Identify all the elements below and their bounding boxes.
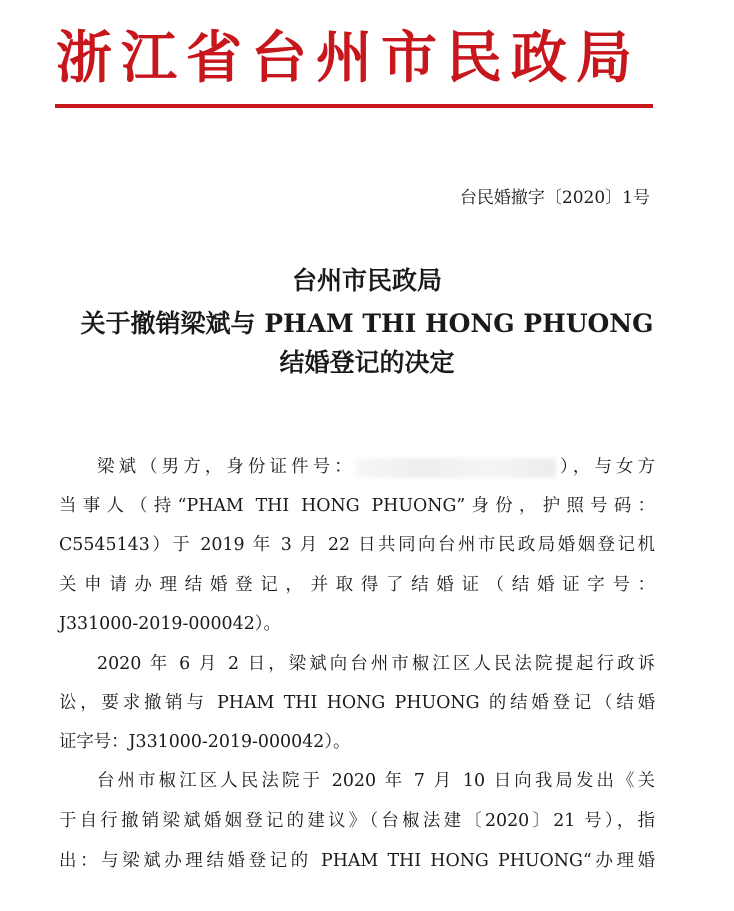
document-title-line-3: 结婚登记的决定	[279, 348, 455, 377]
document-title-line-2: 关于撤销梁斌与 PHAM THI HONG PHUONG	[80, 309, 654, 338]
paragraph-1-line-3: C5545143）于 2019 年 3 月 22 日共同向台州市民政局婚姻登记机	[59, 535, 655, 555]
paragraph-2-line-1: 2020 年 6 月 2 日，梁斌向台州市椒江区人民法院提起行政诉	[97, 654, 655, 674]
paragraph-3-line-3: 出：与梁斌办理结婚登记的 PHAM THI HONG PHUONG“办理婚	[59, 851, 655, 871]
paragraph-2-line-3: 证字号：J331000-2019-000042）。	[59, 732, 351, 752]
paragraph-3-line-2: 于自行撤销梁斌婚姻登记的建议》（台椒法建〔2020〕21 号），指	[59, 811, 655, 831]
paragraph-1-line-2: 当事人（持“PHAM THI HONG PHUONG”身份，护照号码：	[59, 496, 655, 516]
paragraph-1-line-1-end: ），与女方	[555, 457, 655, 477]
document-title-line-1: 台州市民政局	[291, 266, 442, 295]
header-divider	[55, 104, 653, 108]
paragraph-1-line-1	[97, 454, 655, 480]
paragraph-1-line-1-start: 梁斌（男方，身份证件号：	[97, 457, 356, 477]
paragraph-1-line-4: 关申请办理结婚登记，并取得了结婚证（结婚证字号：	[59, 575, 655, 595]
document-number: 台民婚撤字〔2020〕1号	[459, 188, 650, 208]
redacted-id-number	[356, 458, 556, 478]
paragraph-2-line-2: 讼，要求撤销与 PHAM THI HONG PHUONG 的结婚登记（结婚	[59, 693, 655, 713]
paragraph-1-line-5: J331000-2019-000042）。	[59, 614, 281, 634]
header-title: 浙江省台州市民政局	[56, 26, 641, 91]
paragraph-3-line-1: 台州市椒江区人民法院于 2020 年 7 月 10 日向我局发出《关	[97, 771, 655, 791]
